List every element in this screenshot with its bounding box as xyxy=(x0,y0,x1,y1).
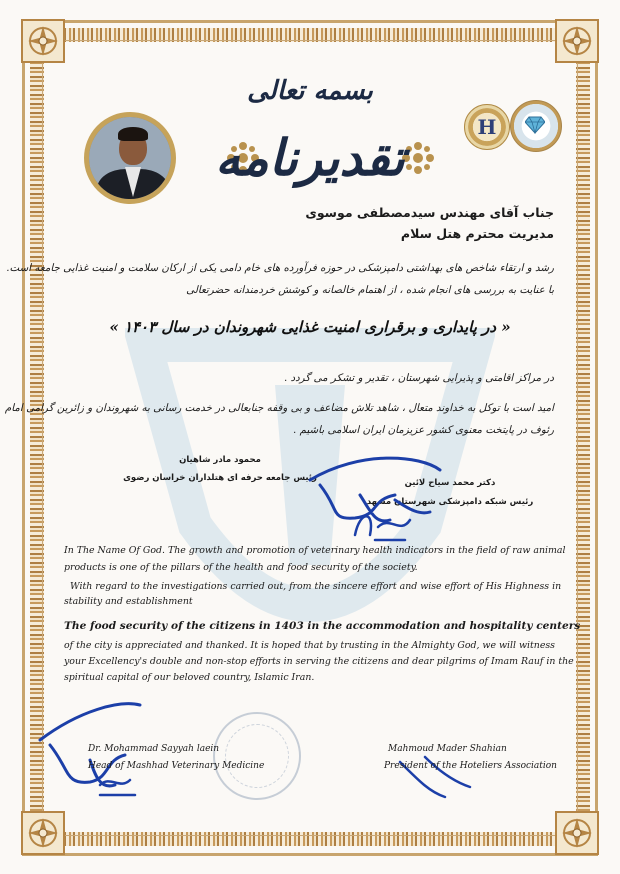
english-signatory-right-title: President of the Hoteliers Association xyxy=(384,761,557,771)
handwritten-initials-upper xyxy=(350,505,420,545)
english-body-line: In The Name Of God. The growth and promotion of veterinary health indicators in the field of raw animal xyxy=(64,545,566,556)
hotel-logo: H xyxy=(464,104,510,150)
english-body-line: spiritual capital of our beloved country, Islamic Iran. xyxy=(64,672,315,683)
certificate-title: تقدیرنامه xyxy=(215,128,405,187)
signatory-left-title: رئیس جامعه حرفه ای هتلداران خراسان رضوی xyxy=(123,473,317,483)
persian-body-line: در مراکز اقامتی و پذیرایی شهرستان ، تقدیر و تشکر می گردد . xyxy=(283,372,554,384)
persian-body-line: امید است با توکل به خداوند متعال ، شاهد تلاش مضاعف و بی وقفه جنابعالی در خدمت رسانی به شهروندان و زائرین گرامی امام xyxy=(4,402,554,414)
persian-body-line: رئوف در پایتخت معنوی کشور عزیزمان ایران اسلامی باشیم . xyxy=(293,424,554,436)
association-logo xyxy=(510,100,562,152)
recipient-portrait xyxy=(84,112,176,204)
english-signatory-left-name: Dr. Mohammad Sayyah laein xyxy=(88,744,220,754)
persian-body-line: رشد و ارتقاء شاخص های بهداشتی دامپزشکی در حوزه فرآورده های خام دامی یکی از ارکان سلامت و امنیت غذایی جامعه است. xyxy=(6,262,554,274)
corner-ornament-bottom-left xyxy=(20,810,66,856)
signatory-left-name: محمود مادر شاهیان xyxy=(179,455,261,465)
english-signatory-right-name: Mahmoud Mader Shahian xyxy=(388,744,507,754)
english-signatory-left-title: Head of Mashhad Veterinary Medicine xyxy=(88,761,265,771)
official-seal xyxy=(213,712,301,800)
signatory-right-title: رئیس شبکه دامپزشکی شهرستان مشهد xyxy=(366,497,534,507)
corner-ornament-top-right xyxy=(554,18,600,64)
persian-highlight-line: « در پایداری و برقراری امنیت غذایی شهروندان در سال ۱۴۰۳ » xyxy=(109,318,511,336)
corner-ornament-bottom-right xyxy=(554,810,600,856)
recipient-name: جناب آقای مهندس سیدمصطفی موسوی xyxy=(305,205,554,220)
diamond-icon xyxy=(525,116,545,134)
english-body-line: With regard to the investigations carried out, from the sincere effort and wise effort of His Highness in xyxy=(70,581,562,592)
corner-ornament-top-left xyxy=(20,18,66,64)
english-body-line: stability and establishment xyxy=(64,596,193,607)
english-body-line: your Excellency's double and non-stop efforts in serving the citizens and dear pilgrims of Imam Rauf in the xyxy=(64,656,574,667)
handwritten-signature-lower-right xyxy=(395,752,475,802)
persian-body-line: با عنایت به بررسی های انجام شده ، از اهتمام خالصانه و کوشش خردمندانه حضرتعالی xyxy=(186,284,554,296)
english-body-line: products is one of the pillars of the health and food security of the society. xyxy=(64,562,418,573)
english-highlight-line: The food security of the citizens in 1403 in the accommodation and hospitality centers xyxy=(64,620,581,632)
recipient-role: مدیریت محترم هتل سلام xyxy=(400,226,554,241)
invocation-heading: بسمه تعالی xyxy=(247,76,373,106)
english-body-line: of the city is appreciated and thanked. It is hoped that by trusting in the Almighty God, we will witness xyxy=(64,640,555,651)
signatory-right-name: دکتر محمد سیاح لائین xyxy=(404,478,496,488)
